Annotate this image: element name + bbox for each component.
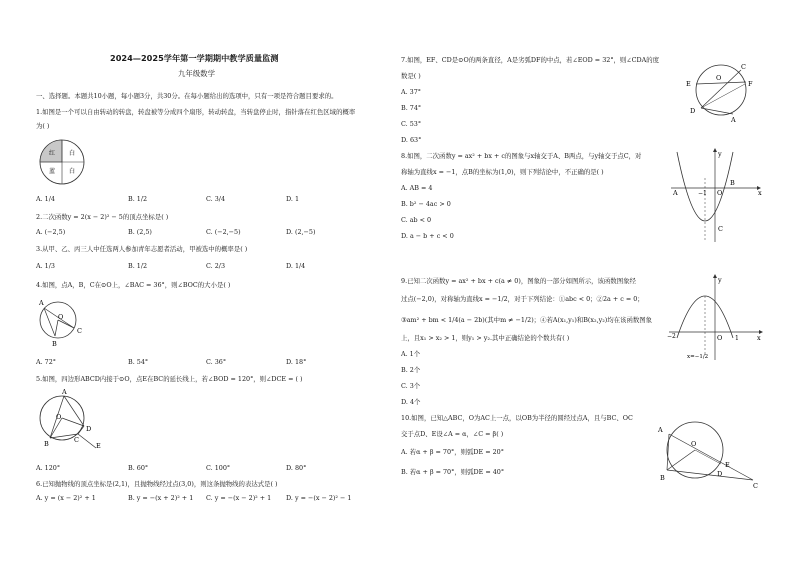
q10-label-o: O — [691, 440, 697, 448]
q9-label-axis: x=−1/2 — [687, 354, 709, 360]
q9-option-d: D. 4个 — [401, 398, 421, 406]
q8-label-neg1: −1 — [698, 190, 707, 197]
exam-subtitle: 九年级数学 — [178, 69, 215, 78]
q10-label-c: C — [753, 482, 758, 490]
q5-label-o: O — [56, 413, 62, 421]
q7-label-d: D — [690, 107, 696, 115]
q7-option-c: C. 53° — [401, 120, 422, 128]
q7-label-a: A — [731, 116, 736, 124]
section-heading: 一、选择题。本题共10小题，每小题3分，共30分。在每小题给出的选项中，只有一项是符合题目要求的。 — [36, 92, 338, 100]
q2-stem: 2.二次函数y = 2(x − 2)² − 5的顶点坐标是( ) — [36, 213, 169, 221]
q2-option-b: B. (2,5) — [128, 228, 152, 236]
q3-option-a: A. 1/3 — [36, 262, 55, 270]
q8-label-x: x — [758, 189, 762, 197]
q5-option-c: C. 100° — [206, 464, 231, 472]
q5-option-d: D. 80° — [286, 464, 307, 472]
q1-option-a: A. 1/4 — [36, 195, 55, 203]
spinner-label-white: 白 — [69, 150, 76, 157]
q7-circle-figure — [685, 60, 755, 124]
q10-stem-2: 交于点D、E设∠A = α，∠C = β( ) — [401, 430, 504, 438]
q2-option-c: C. (−2,−5) — [206, 228, 241, 236]
q5-option-a: A. 120° — [36, 464, 61, 472]
q8-option-d: D. a − b + c < 0 — [401, 232, 454, 240]
q5-label-d: D — [86, 425, 92, 433]
q9-option-b: B. 2个 — [401, 366, 421, 374]
q4-option-b: B. 54° — [128, 358, 149, 366]
q6-option-d: D. y = −(x − 2)² − 1 — [286, 494, 352, 502]
q1-option-d: D. 1 — [286, 195, 300, 203]
q10-label-b: B — [660, 474, 665, 482]
q8-label-c: C — [718, 225, 723, 233]
q7-label-f: F — [748, 80, 753, 88]
q9-stem-4: 上，且x₁ > x₂ > 1，则y₁ > y₂.其中正确结论的个数共有( ) — [401, 334, 570, 342]
q9-option-a: A. 1个 — [401, 350, 421, 358]
q5-label-a: A — [62, 388, 67, 396]
q2-option-d: D. (2,−5) — [286, 228, 316, 236]
q6-stem: 6.已知抛物线的顶点坐标是(2,1)，且抛物线经过点(3,0)，则这条抛物线的表达式是( ) — [36, 480, 278, 488]
q7-option-d: D. 63° — [401, 136, 422, 144]
q9-stem-2: 过点(−2,0)，对称轴为直线x = −1/2，对于下列结论：①abc < 0；②2a + c = 0； — [401, 295, 644, 303]
q7-option-a: A. 37° — [401, 88, 422, 96]
q10-stem: 10.如图，已知△ABC，O为AC上一点，以OB为半径的圆经过点A，且与BC、OC — [401, 414, 633, 422]
q8-label-o: O — [717, 189, 723, 197]
q1-stem-2: 为( ) — [36, 122, 50, 130]
q4-label-a: A — [39, 299, 44, 307]
q1-option-c: C. 3/4 — [206, 195, 226, 203]
q7-label-e: E — [686, 80, 691, 88]
q4-label-b: B — [52, 340, 57, 348]
spinner-label-white-2: 白 — [69, 168, 76, 175]
q4-option-d: D. 18° — [286, 358, 307, 366]
q3-option-d: D. 1/4 — [286, 262, 306, 270]
q7-stem-2: 数是( ) — [401, 72, 421, 80]
q5-circle-figure — [36, 388, 106, 456]
q10-circle-figure — [655, 420, 759, 490]
q6-option-b: B. y = −(x + 2)² + 1 — [128, 494, 194, 502]
q8-option-b: B. b² − 4ac > 0 — [401, 200, 451, 208]
q10-label-d: D — [717, 470, 723, 478]
q3-option-b: B. 1/2 — [128, 262, 148, 270]
q5-label-b: B — [44, 440, 49, 448]
q7-stem: 7.如图，EF、CD是⊙O的两条直径，A是劣弧DF的中点，若∠EOD = 32°，则∠CDA的度 — [401, 56, 660, 64]
q1-stem: 1.如图是一个可以自由转动的转盘，转盘被等分成四个扇形，转动转盘，当转盘停止时，指针落在红色区域的概率 — [36, 108, 356, 116]
q8-label-y: y — [718, 150, 722, 158]
q10-label-e: E — [725, 461, 730, 469]
q7-label-c: C — [741, 63, 746, 71]
q8-option-a: A. AB = 4 — [401, 184, 433, 192]
q8-stem: 8.如图，二次函数y = ax² + bx + c的图象与x轴交于A、B两点，与y轴交于点C，对 — [401, 152, 642, 160]
q4-label-o: O — [58, 313, 64, 321]
q10-option-a: A. 若α + β = 70°，则弧DE = 20° — [401, 448, 504, 456]
q10-option-b: B. 若α + β = 70°，则弧DE = 40° — [401, 468, 505, 476]
q9-label-x: x — [757, 334, 761, 342]
q8-option-c: C. ab < 0 — [401, 216, 432, 224]
q5-stem: 5.如图，四边形ABCD内接于⊙O，点E在BC的延长线上，若∠BOD = 120°，则∠DCE = ( ) — [36, 375, 303, 383]
q9-label-1: 1 — [735, 335, 739, 342]
q4-stem: 4.如图，点A，B，C在⊙O上，∠BAC = 36°，则∠BOC的大小是( ) — [36, 281, 231, 289]
exam-title: 2024—2025学年第一学期期中教学质量监测 — [110, 53, 279, 63]
q5-label-e: E — [96, 442, 101, 450]
q4-option-a: A. 72° — [36, 358, 57, 366]
q9-stem-3: ③am² + bm < 1/4(a − 2b)(其中m ≠ −1/2)；④若A(x₁,y₁)和B(x₂,y₂)均在该函数图象 — [401, 316, 653, 324]
spinner-figure — [38, 138, 86, 186]
spinner-label-blue: 蓝 — [49, 168, 56, 175]
q5-label-c: C — [74, 436, 79, 444]
q6-option-c: C. y = −(x − 2)² + 1 — [206, 494, 272, 502]
q9-label-o: O — [717, 334, 723, 342]
q5-option-b: B. 60° — [128, 464, 149, 472]
q10-label-a: A — [658, 426, 663, 434]
q9-label-y: y — [718, 276, 722, 284]
q3-option-c: C. 2/3 — [206, 262, 226, 270]
spinner-label-red: 红 — [49, 150, 56, 157]
q9-stem: 9.已知二次函数y = ax² + bx + c(a ≠ 0)，图象的一部分如图所示，该函数图象经 — [401, 277, 636, 285]
q8-stem-2: 称轴为直线x = −1，点B的坐标为(1,0)，则下列结论中，不正确的是( ) — [401, 168, 604, 176]
q8-label-a: A — [673, 189, 678, 197]
q8-label-b: B — [730, 179, 735, 187]
q7-label-o: O — [716, 74, 722, 82]
q6-option-a: A. y = (x − 2)² + 1 — [36, 494, 96, 502]
q8-parabola-figure — [667, 148, 763, 244]
q9-parabola-figure — [667, 274, 763, 364]
q1-option-b: B. 1/2 — [128, 195, 148, 203]
q4-option-c: C. 36° — [206, 358, 227, 366]
q2-option-a: A. (−2,5) — [36, 228, 66, 236]
q7-option-b: B. 74° — [401, 104, 422, 112]
q4-circle-figure — [36, 296, 88, 348]
q9-option-c: C. 3个 — [401, 382, 421, 390]
q9-label-neg2: −2 — [667, 333, 676, 340]
q4-label-c: C — [77, 327, 82, 335]
right-column — [397, 0, 794, 562]
q3-stem: 3.从甲、乙、丙三人中任选两人参加青年志愿者活动，甲被选中的概率是( ) — [36, 245, 248, 253]
